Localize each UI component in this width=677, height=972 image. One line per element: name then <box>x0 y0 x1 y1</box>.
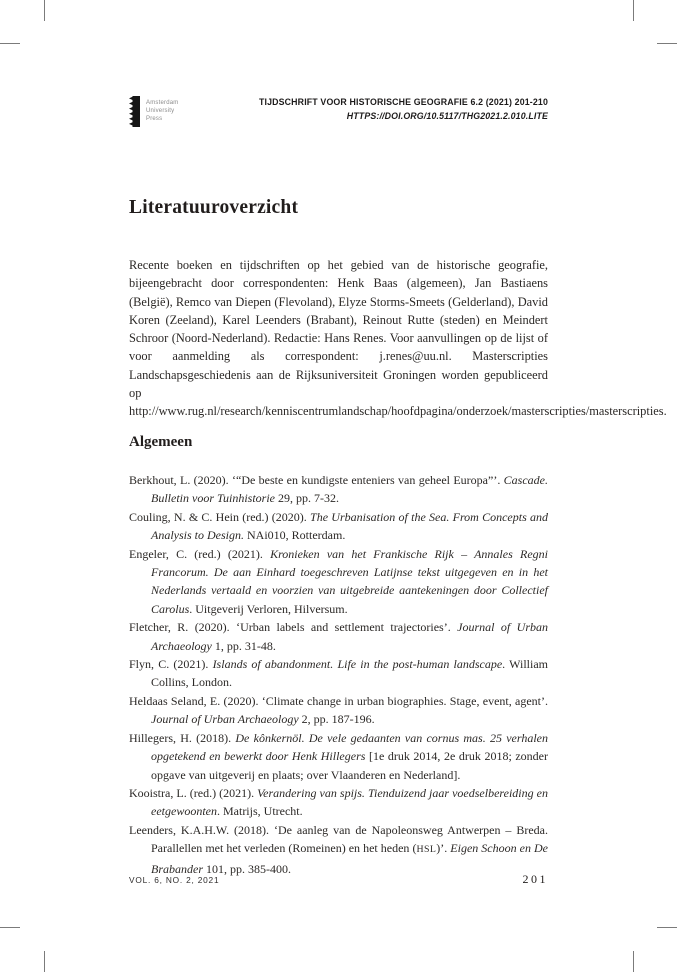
crop-mark-top-left-vertical <box>44 0 45 21</box>
amsterdam-university-press-logo-icon <box>129 96 140 127</box>
reference-entry: Kooistra, L. (red.) (2021). Verandering van spijs. Tienduizend jaar voedselbereiding en eetgewoonten. Matrijs, Utrecht. <box>129 785 548 819</box>
reference-entry: Leenders, K.A.H.W. (2018). ‘De aanleg van de Napoleonsweg Antwerpen – Breda. Parallellen met het verleden (Romeinen) en het heden (HSL)’. Eigen Schoon en De Brabander 101, pp. 385-400. <box>129 822 549 876</box>
page-number: 201 <box>522 872 548 886</box>
reference-entry: Berkhout, L. (2020). ‘“De beste en kundigste enteniers van geheel Europa”’. Cascade. Bulletin voor Tuinhistorie 29, pp. 7-32. <box>129 473 548 506</box>
volume-info: VOL. 6, NO. 2, 2021 <box>129 875 220 885</box>
reference-entry: Heldaas Seland, E. (2020). ‘Climate change in urban biographies. Stage, event, agent’. Journal of Urban Archaeology 2, pp. 187-196. <box>129 693 548 727</box>
crop-mark-top-right-vertical <box>633 0 634 21</box>
reference-entry: Hillegers, H. (2018). De kônkernöl. De vele gedaanten van cornus mas. 25 verhalen opgetekend en bewerkt door Henk Hillegers [1e druk 2014, 2e druk 2018; zonder opgave van uitgeverij en plaats; over Vlaanderen en Nederland]. <box>129 730 548 782</box>
reference-entry: Fletcher, R. (2020). ‘Urban labels and settlement trajectories’. Journal of Urban Archaeology 1, pp. 31-48. <box>129 620 549 653</box>
journal-doi: HTTPS://DOI.ORG/10.5117/THG2021.2.010.LITE <box>346 110 548 121</box>
crop-mark-top-left-horizontal <box>0 43 20 44</box>
publisher-name-line-1: Amsterdam <box>146 100 179 106</box>
publisher-name-line-3: Press <box>146 116 163 122</box>
journal-reference <box>259 96 548 123</box>
publisher-name <box>146 96 178 123</box>
page-title: Literatuuroverzicht <box>129 197 299 218</box>
reference-entry: Couling, N. & C. Hein (red.) (2020). The Urbanisation of the Sea. From Concepts and Analysis to Design. NAi010, Rotterdam. <box>129 509 548 543</box>
publisher-logo <box>129 96 178 127</box>
publisher-name-line-2: University <box>146 108 175 114</box>
masthead <box>129 96 548 127</box>
crop-mark-bottom-right-horizontal <box>657 927 677 928</box>
journal-citation: TIJDSCHRIFT VOOR HISTORISCHE GEOGRAFIE 6.2 (2021) 201-210 <box>259 97 548 107</box>
crop-mark-bottom-right-vertical <box>633 951 634 972</box>
reference-entry: Engeler, C. (red.) (2021). Kronieken van het Frankische Rijk – Annales Regni Francorum. De aan Einhard toegeschreven Latijnse tekst uitgegeven en in het Nederlands vertaald en voorzien van uitgebreide aantekeningen door Collectief Carolus. Uitgeverij Verloren, Hilversum. <box>129 546 548 616</box>
section-heading-algemeen: Algemeen <box>129 434 193 450</box>
crop-mark-top-right-horizontal <box>657 43 677 44</box>
crop-mark-bottom-left-vertical <box>44 951 45 972</box>
reference-list <box>129 471 548 878</box>
intro-paragraph: Recente boeken en tijdschriften op het gebied van de historische geografie, bijeengebracht door correspondenten: Henk Baas (algemeen), Jan Bastiaens (België), Remco van Diepen (Flevoland), Elyze Storms-Smeets (Gelderland), David Koren (Zeeland), Karel Leenders (Brabant), Reinout Rutte (steden) en Meindert Schroor (Noord-Nederland). Redactie: Hans Renes. Voor aanvullingen op de lijst of voor aanmelding als correspondent: j.renes@uu.nl. Masterscripties Landschapsgeschiedenis aan de Rijksuniversiteit Groningen worden gepubliceerd op http://www.rug.nl/research/kenniscentrumlandschap/hoofdpagina/onderzoek/masterscripties/masterscripties. <box>129 258 667 419</box>
page-footer <box>129 872 548 887</box>
reference-entry: Flyn, C. (2021). Islands of abandonment. Life in the post-human landscape. William Collins, London. <box>129 657 548 690</box>
crop-mark-bottom-left-horizontal <box>0 927 20 928</box>
